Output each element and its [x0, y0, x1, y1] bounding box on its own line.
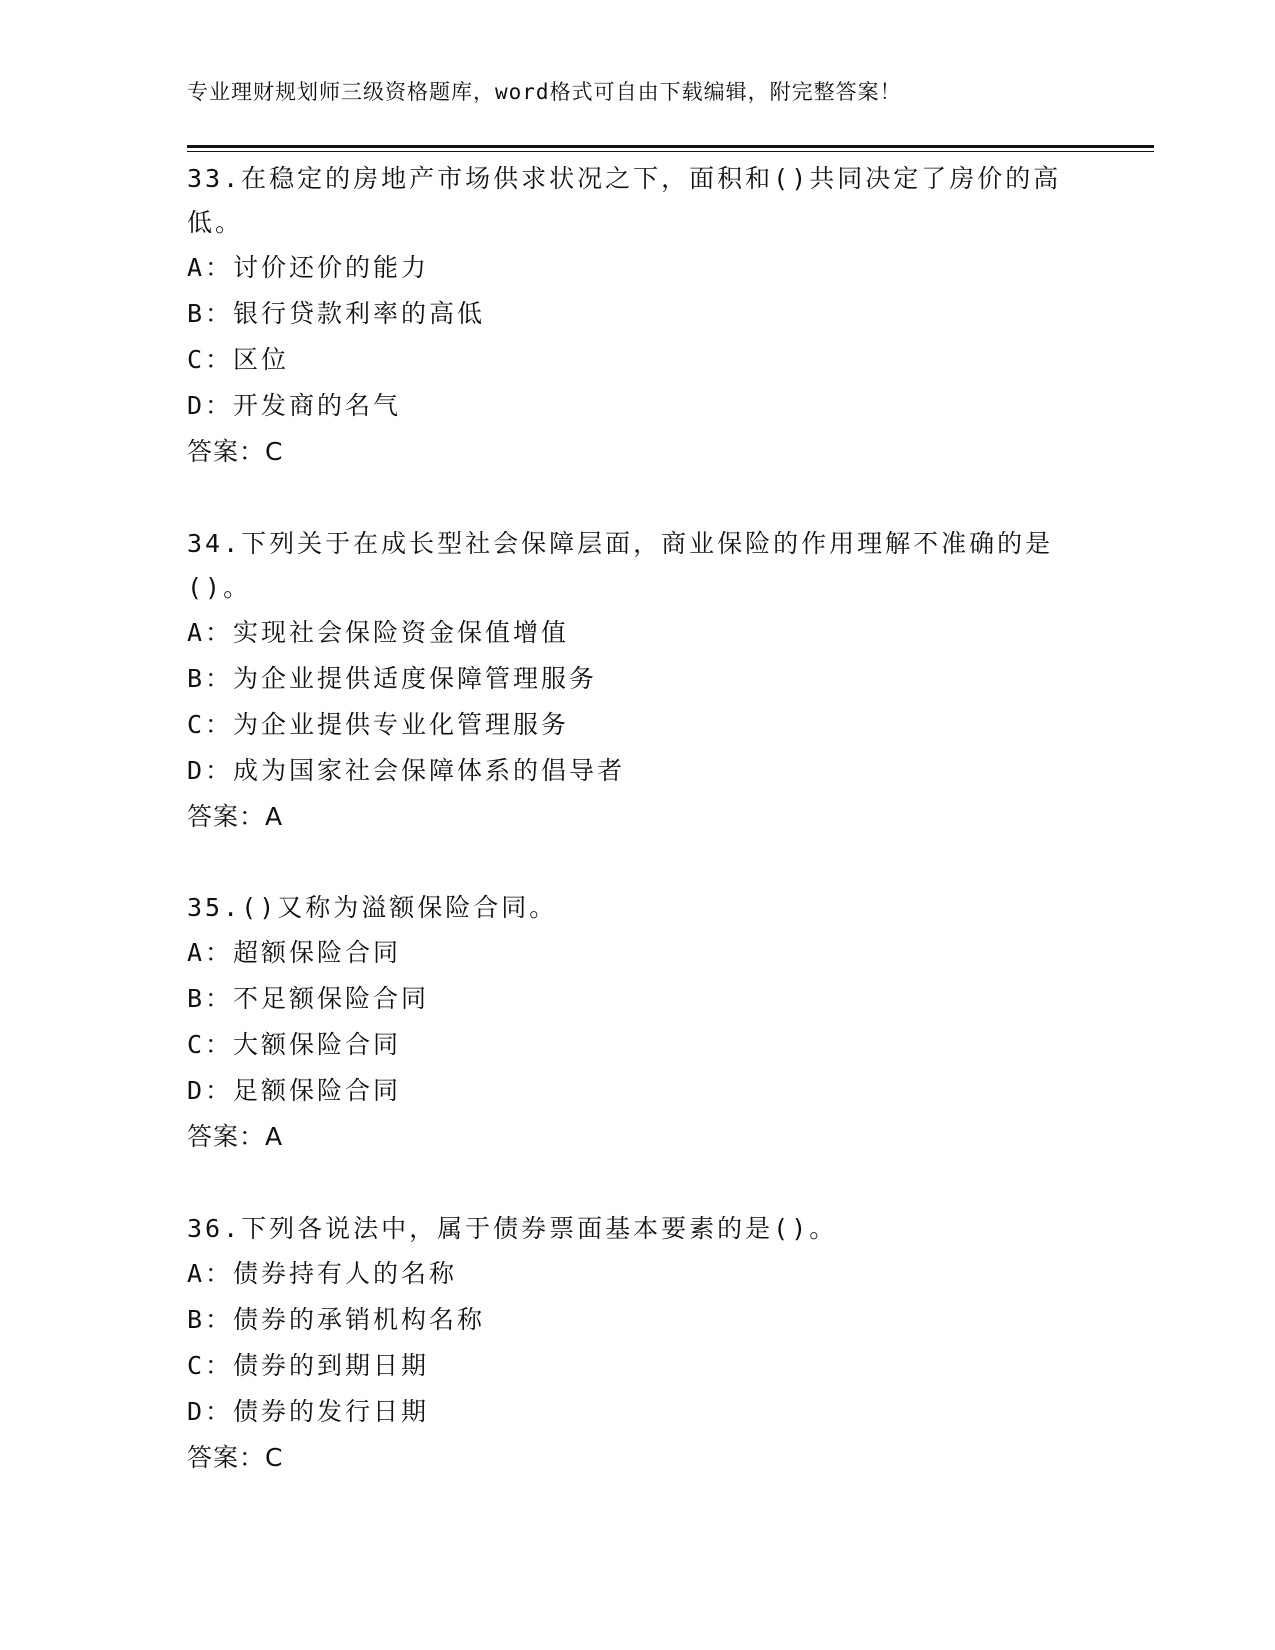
page-header: 专业理财规划师三级资格题库，word格式可自由下载编辑，附完整答案！	[187, 80, 902, 104]
answer: 答案：C	[187, 1443, 284, 1472]
header-divider-thin	[187, 151, 1154, 152]
option-b: B：不足额保险合同	[187, 984, 430, 1013]
option-c: C：债券的到期日期	[187, 1351, 430, 1380]
option-d: D：开发商的名气	[187, 391, 402, 420]
option-a: A：实现社会保险资金保值增值	[187, 618, 570, 647]
question-33	[187, 157, 1087, 475]
question-34	[187, 522, 1087, 840]
option-a: A：超额保险合同	[187, 938, 402, 967]
option-c: C：大额保险合同	[187, 1030, 402, 1059]
question-stem: 33.在稳定的房地产市场供求状况之下，面积和()共同决定了房价的高低。	[187, 164, 1062, 237]
question-stem: 36.下列各说法中，属于债券票面基本要素的是()。	[187, 1214, 838, 1243]
question-stem: 35.()又称为溢额保险合同。	[187, 893, 558, 922]
option-c: C：区位	[187, 345, 290, 374]
option-c: C：为企业提供专业化管理服务	[187, 710, 570, 739]
option-b: B：为企业提供适度保障管理服务	[187, 664, 598, 693]
question-35	[187, 886, 1087, 1160]
option-b: B：债券的承销机构名称	[187, 1305, 486, 1334]
question-36	[187, 1207, 1087, 1481]
option-a: A：债券持有人的名称	[187, 1259, 458, 1288]
option-d: D：债券的发行日期	[187, 1397, 430, 1426]
option-d: D：足额保险合同	[187, 1076, 402, 1105]
question-stem: 34.下列关于在成长型社会保障层面，商业保险的作用理解不准确的是()。	[187, 529, 1054, 602]
header-divider-thick	[187, 145, 1154, 148]
option-b: B：银行贷款利率的高低	[187, 299, 486, 328]
option-a: A：讨价还价的能力	[187, 253, 430, 282]
answer: 答案：A	[187, 1122, 284, 1151]
option-d: D：成为国家社会保障体系的倡导者	[187, 756, 626, 785]
answer: 答案：C	[187, 437, 284, 466]
answer: 答案：A	[187, 802, 284, 831]
